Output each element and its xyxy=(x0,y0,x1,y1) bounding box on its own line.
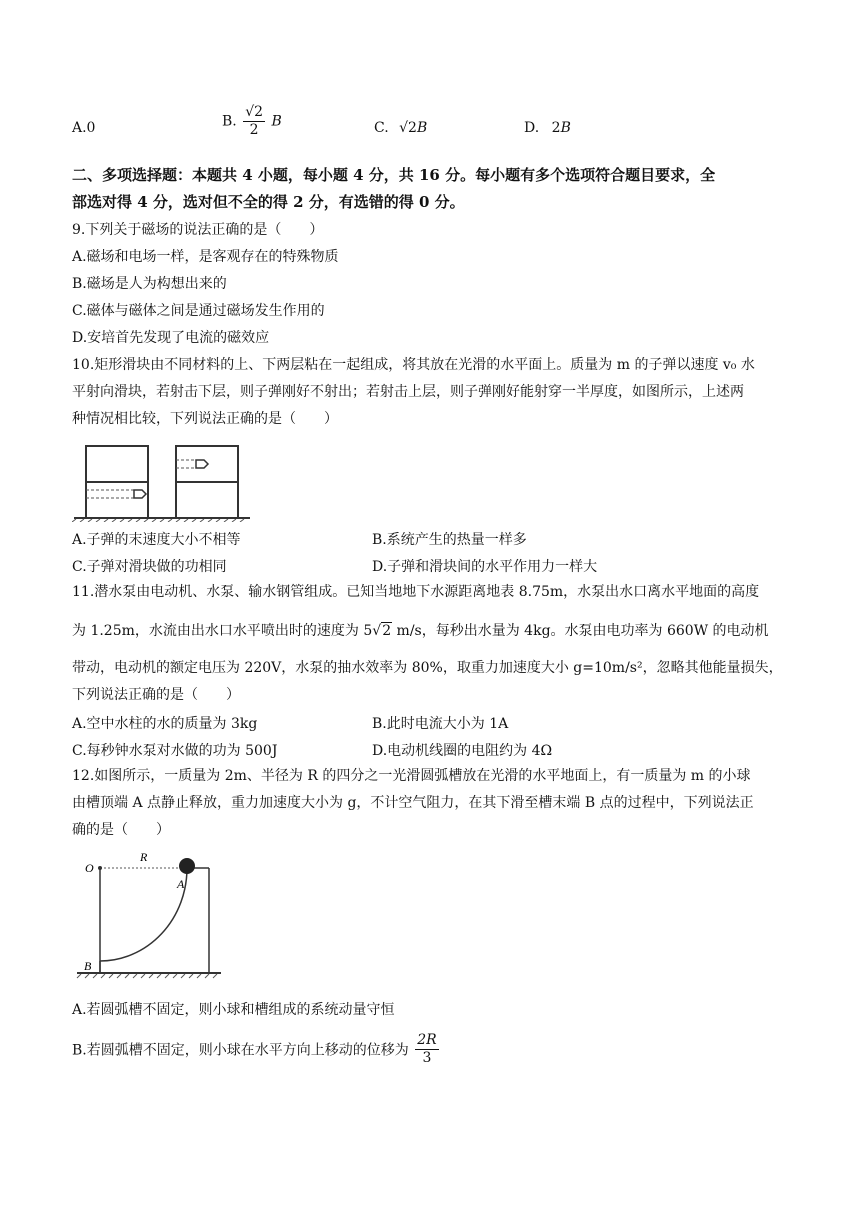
q11-option-d: D.电动机线圈的电阻约为 4Ω xyxy=(372,743,553,759)
q12-option-b-text: B.若圆弧槽不固定，则小球在水平方向上移动的位移为 xyxy=(72,1042,409,1059)
q8-option-c-prefix: C. xyxy=(374,120,389,136)
q12-fig-label-a: A xyxy=(177,877,185,891)
q8-option-c-value: √2 xyxy=(399,120,417,136)
q9-stem: 9.下列关于磁场的说法正确的是（ ） xyxy=(72,222,324,238)
q12-stem-line1: 12.如图所示，一质量为 2m、半径为 R 的四分之一光滑圆弧槽放在光滑的水平地面上，有一质量为 m 的小球 xyxy=(72,768,751,784)
q9-option-b: B.磁场是人为构想出来的 xyxy=(72,276,227,292)
q11-option-b: B.此时电流大小为 1A xyxy=(372,716,509,732)
q11-option-c: C.每秒钟水泵对水做的功为 500J xyxy=(72,743,278,759)
q9-option-a: A.磁场和电场一样，是客观存在的特殊物质 xyxy=(72,249,339,265)
q9-option-d: D.安培首先发现了电流的磁效应 xyxy=(72,330,270,346)
q12-fig-label-b: B xyxy=(84,959,92,973)
q12-arc-groove-figure xyxy=(75,845,225,985)
q12-option-b-denominator: 3 xyxy=(422,1050,432,1066)
q9-option-c: C.磁体与磁体之间是通过磁场发生作用的 xyxy=(72,303,325,319)
q10-option-c: C.子弹对滑块做的功相同 xyxy=(72,559,227,575)
q8-option-b-denominator: 2 xyxy=(249,122,259,138)
q12-option-b-fraction xyxy=(415,1032,438,1067)
q11-stem-line1: 11.潜水泵由电动机、水泵、输水钢管组成。已知当地地下水源距离地表 8.75m，水泵出水口离水平地面的高度 xyxy=(72,584,760,600)
q8-option-d-var: B xyxy=(560,120,571,136)
q11-stem-line2-part1: 为 1.25m，水流由出水口水平喷出时的速度为 5 xyxy=(72,623,373,639)
q10-stem-line1: 10.矩形滑块由不同材料的上、下两层粘在一起组成，将其放在光滑的水平面上。质量为 m 的子弹以速度 v₀ 水 xyxy=(72,357,755,373)
q8-option-c-var: B xyxy=(416,120,428,136)
section2-heading-line2: 部选对得 4 分，选对但不全的得 2 分，有选错的得 0 分。 xyxy=(72,193,465,211)
q8-option-d-value: 2 xyxy=(551,120,561,136)
q12-fig-label-r: R xyxy=(140,850,148,864)
q10-bullet-block-figure xyxy=(72,442,252,522)
q8-option-c xyxy=(374,120,427,136)
q8-option-b-var: B xyxy=(271,113,282,130)
q10-option-d: D.子弹和滑块间的水平作用力一样大 xyxy=(372,559,598,575)
q12-option-b-numerator: 2R xyxy=(417,1032,437,1048)
q8-option-a: A.0 xyxy=(72,120,96,136)
q12-stem-line3: 确的是（ ） xyxy=(72,822,170,838)
q8-option-b xyxy=(222,104,282,139)
q10-option-a: A.子弹的末速度大小不相等 xyxy=(72,532,241,548)
q8-option-b-fraction xyxy=(243,104,265,139)
q11-option-a: A.空中水柱的水的质量为 3kg xyxy=(72,716,258,732)
q8-option-b-prefix: B. xyxy=(222,113,237,130)
section2-heading-line1: 二、多项选择题：本题共 4 小题，每小题 4 分，共 16 分。每小题有多个选项符合题目要求，全 xyxy=(72,166,716,184)
q10-stem-line2: 平射向滑块，若射击下层，则子弹刚好不射出；若射击上层，则子弹刚好能射穿一半厚度，如图所示，上述两 xyxy=(72,384,744,400)
q10-option-b: B.系统产生的热量一样多 xyxy=(372,532,527,548)
q11-sqrt-symbol: √ xyxy=(372,623,382,639)
q8-option-d xyxy=(524,120,571,136)
q12-fig-label-o: O xyxy=(85,861,94,875)
q11-stem-line3: 带动，电动机的额定电压为 220V，水泵的抽水效率为 80%，取重力加速度大小 g=10m/s²，忽略其他能量损失， xyxy=(72,660,783,676)
q11-sqrt-value: 2 xyxy=(382,623,392,639)
q11-stem-line2 xyxy=(72,622,769,640)
q12-option-b xyxy=(72,1032,441,1067)
q12-stem-line2: 由槽顶端 A 点静止释放，重力加速度大小为 g，不计空气阻力，在其下滑至槽末端 B 点的过程中，下列说法正 xyxy=(72,795,754,811)
q8-option-b-numerator: √2 xyxy=(245,104,264,120)
q11-stem-line2-part2: m/s，每秒出水量为 4kg。水泵由电功率为 660W 的电动机 xyxy=(392,623,769,639)
q8-option-d-prefix: D. xyxy=(524,120,540,136)
q11-stem-line4: 下列说法正确的是（ ） xyxy=(72,687,240,703)
q10-stem-line3: 种情况相比较，下列说法正确的是（ ） xyxy=(72,411,338,427)
q12-option-a: A.若圆弧槽不固定，则小球和槽组成的系统动量守恒 xyxy=(72,1002,395,1018)
